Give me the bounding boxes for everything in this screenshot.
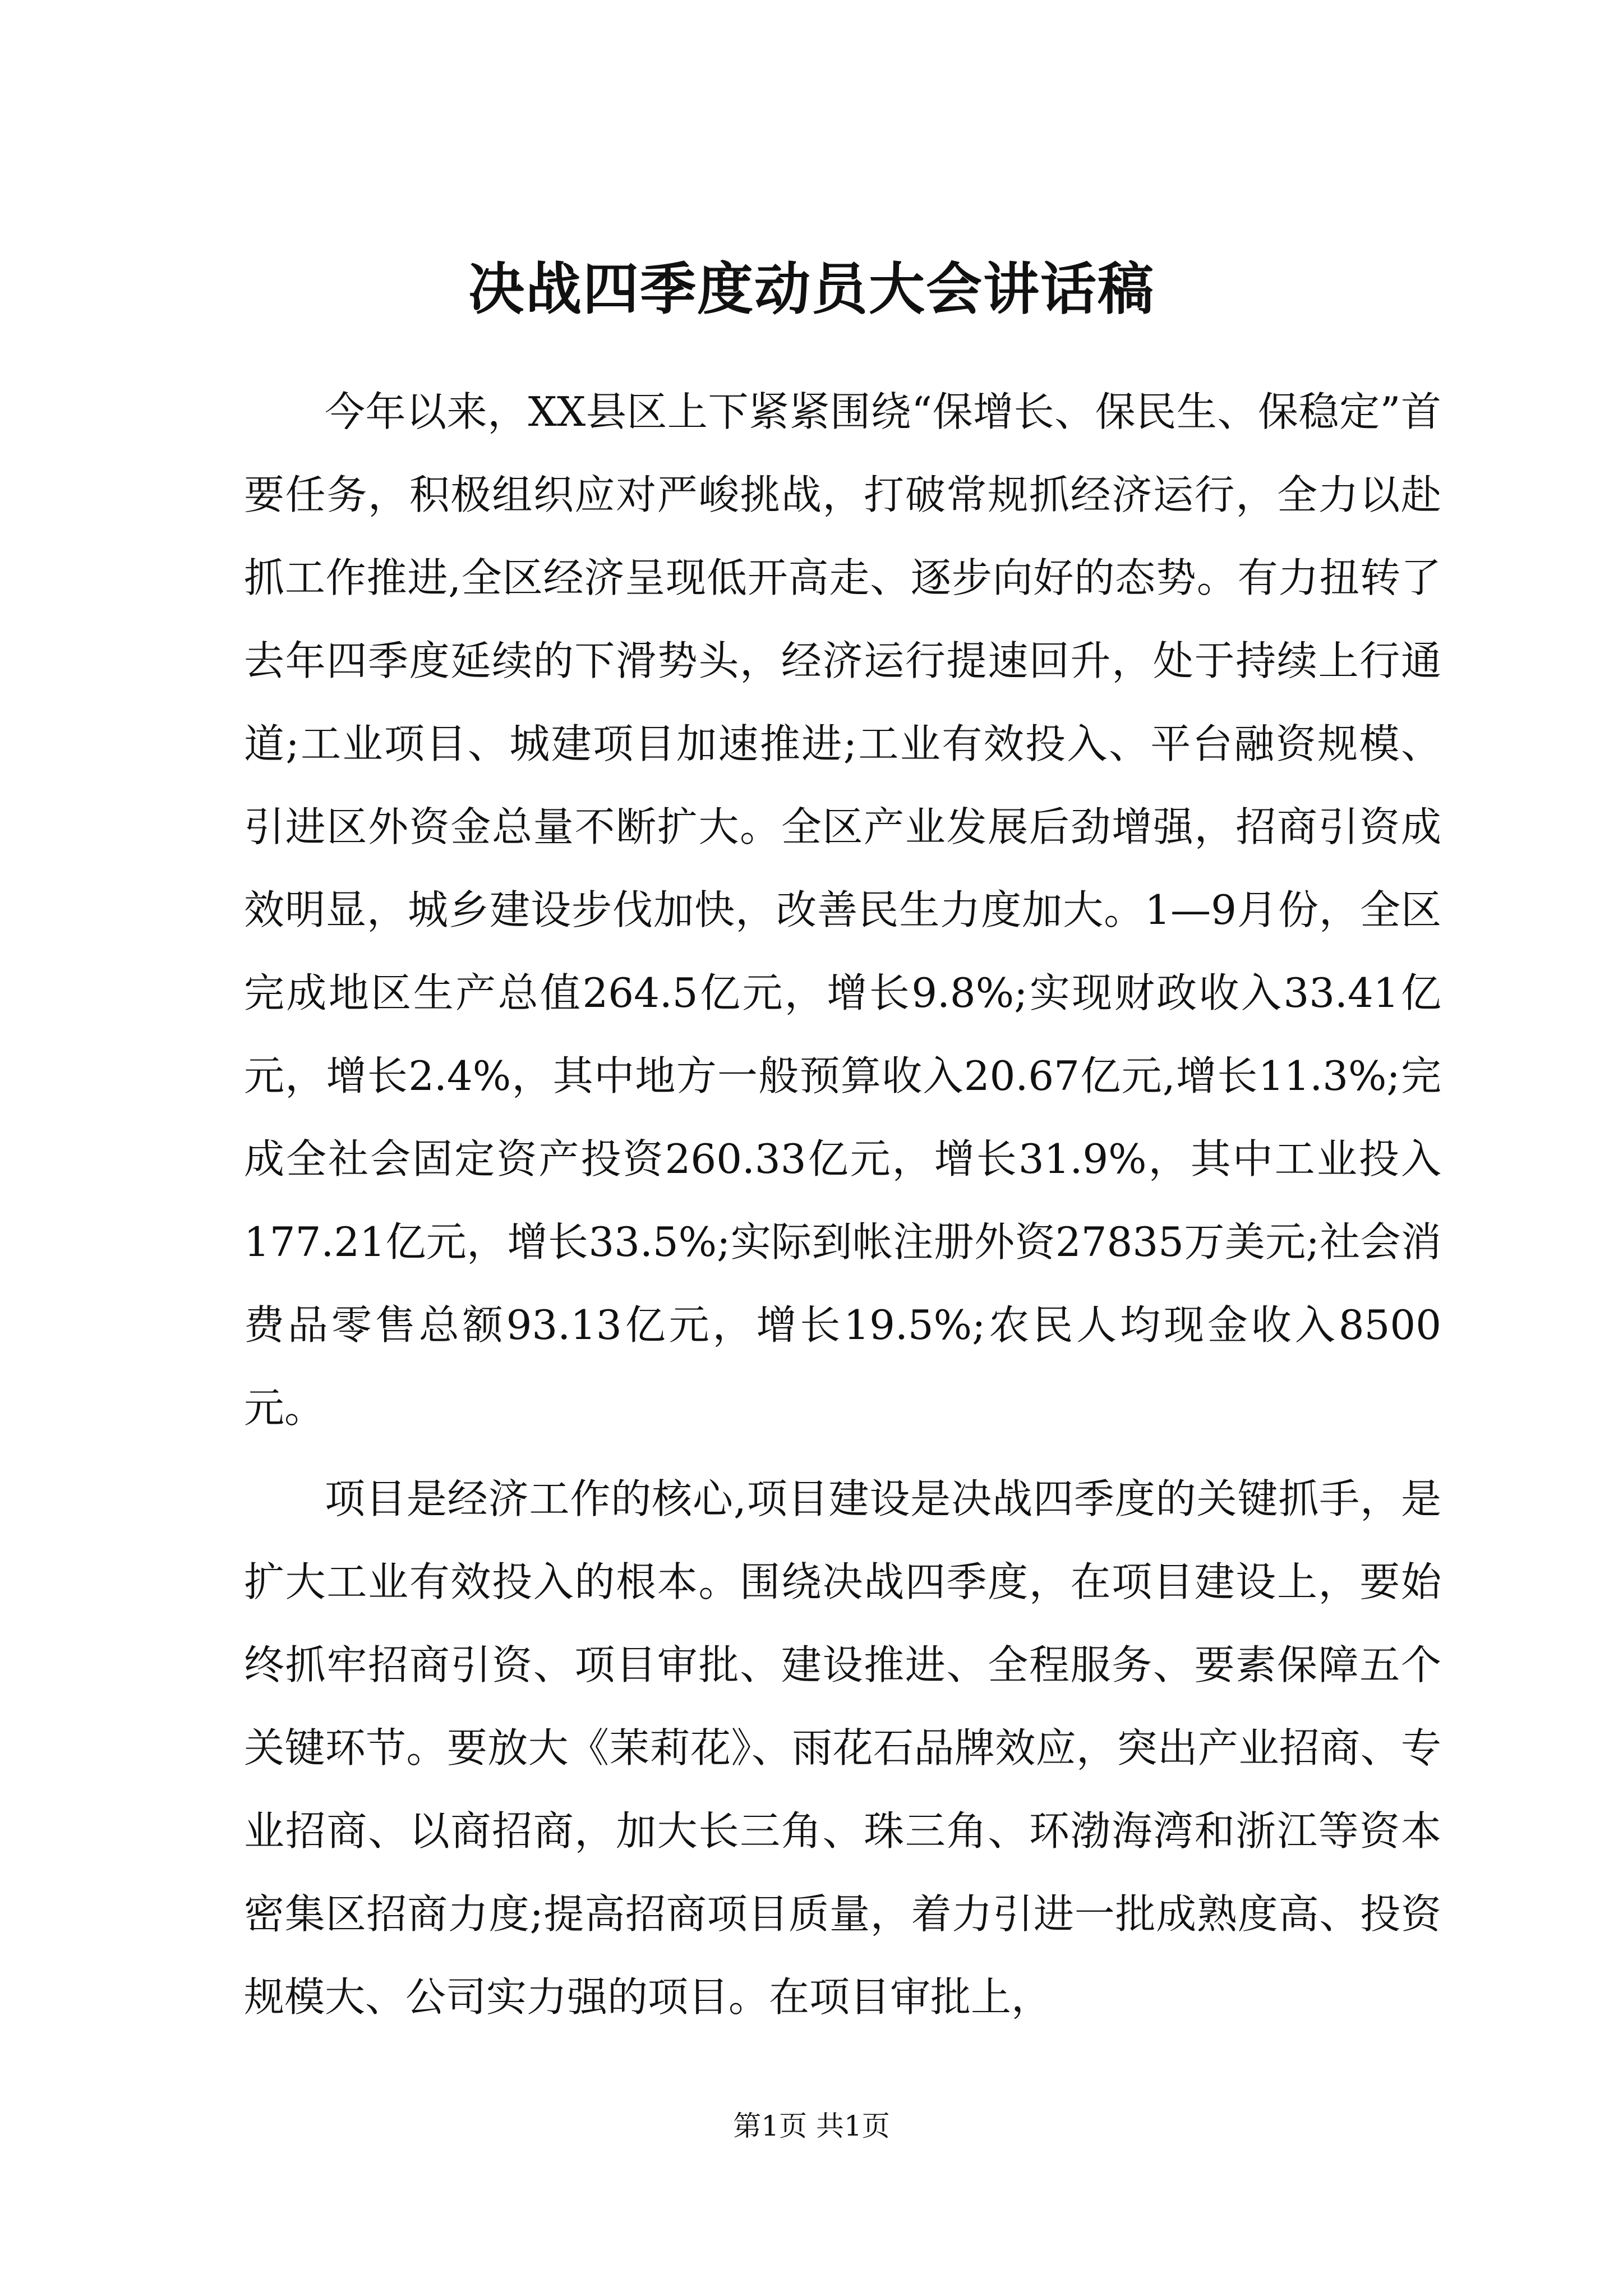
document-title: 决战四季度动员大会讲话稿 [468,256,1155,322]
page-number-footer: 第1页 共1页 [733,2110,890,2142]
body-paragraph: 项目是经济工作的核心,项目建设是决战四季度的关键抓手，是扩大工业有效投入的根本。围绕决战四季度，在项目建设上，要始终抓牢招商引资、项目审批、建设推进、全程服务、要素保障五个关键环节。要放大《茉莉花》、雨花石品牌效应，突出产业招商、专业招商、以商招商，加大长三角、珠三角、环渤海湾和浙江等资本密集区招商力度;提高招商项目质量，着力引进一批成熟度高、投资规模大、公司实力强的项目。在项目审批上， [244,1475,1441,2021]
document-body [244,370,1441,2039]
body-paragraph: 今年以来，XX县区上下紧紧围绕“保增长、保民生、保稳定”首要任务，积极组织应对严峻挑战，打破常规抓经济运行，全力以赴抓工作推进,全区经济呈现低开高走、逐步向好的态势。有力扭转了去年四季度延续的下滑势头，经济运行提速回升，处于持续上行通道;工业项目、城建项目加速推进;工业有效投入、平台融资规模、引进区外资金总量不断扩大。全区产业发展后劲增强，招商引资成效明显，城乡建设步伐加快，改善民生力度加大。1—9月份，全区完成地区生产总值264.5亿元，增长9.8%;实现财政收入33.41亿元，增长2.4%，其中地方一般预算收入20.67亿元,增长11.3%;完成全社会固定资产投资260.33亿元，增长31.9%，其中工业投入177.21亿元，增长33.5%;实际到帐注册外资27835万美元;社会消费品零售总额93.13亿元，增长19.5%;农民人均现金收入8500元。 [244,388,1441,1432]
